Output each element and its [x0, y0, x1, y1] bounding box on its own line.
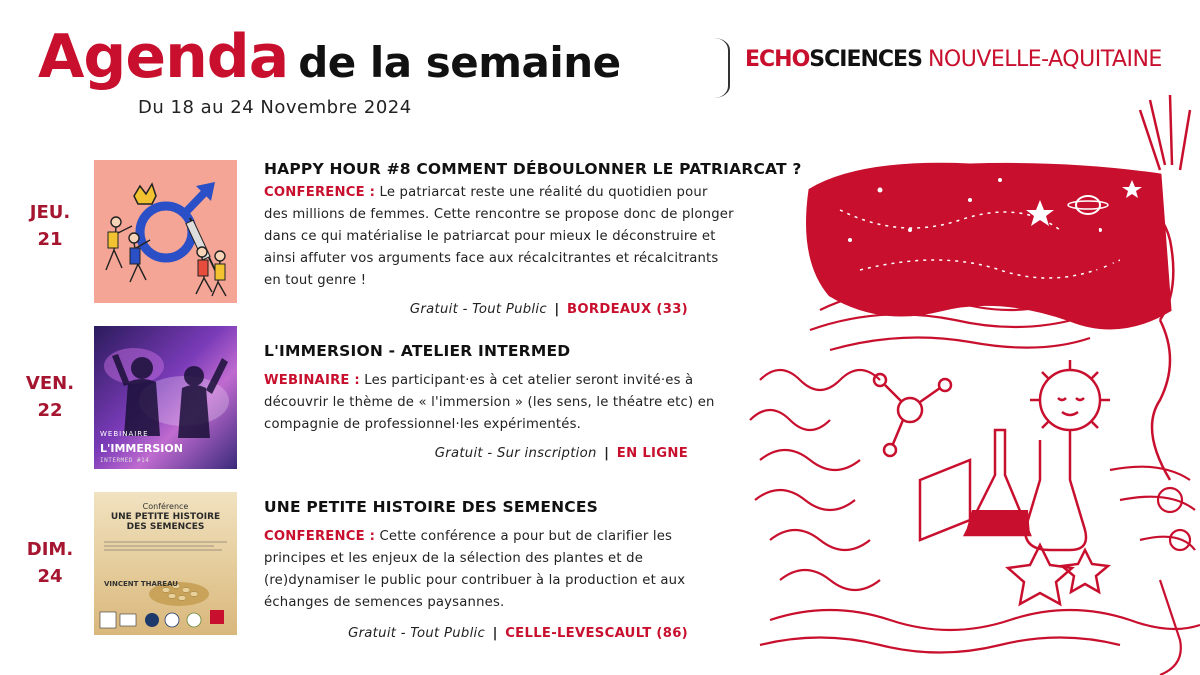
thumb-speaker: VINCENT THAREAU: [104, 580, 178, 588]
event-title[interactable]: UNE PETITE HISTOIRE DES SEMENCES: [264, 498, 599, 516]
thumb-title: L'IMMERSION: [100, 442, 183, 455]
event-thumbnail-immersion[interactable]: [94, 326, 237, 469]
thumb-tag: WEBINAIRE: [100, 430, 149, 438]
date-range: Du 18 au 24 Novembre 2024: [138, 97, 412, 118]
thumb-title: UNE PETITE HISTOIRE DES SEMENCES: [110, 512, 221, 532]
event-description-text: Le patriarcat reste une réalité du quotidien pour des millions de femmes. Cette rencontre se propose donc de plonger dans ce qui matérialise le patriarcat pour mieux le déconstruire et ainsi affuter vos arguments face aux récalcitrantes et récalcitrants en tout genre !: [264, 185, 734, 288]
event-price: Gratuit - Sur inscription: [434, 446, 597, 461]
event-date: 21: [37, 229, 63, 250]
event-weekday: VEN.: [25, 373, 75, 394]
brand-region: NOUVELLE-AQUITAINE: [927, 47, 1162, 72]
meta-separator: |: [492, 626, 498, 641]
page-title: [38, 22, 621, 92]
event-price: Gratuit - Tout Public: [409, 302, 547, 317]
event-description: [264, 370, 734, 436]
event-description-text: Les participant·es à cet atelier seront invité·es à découvrir le thème de « l'immersion » (les sens, le théatre etc) en compagnie de professionnel·les expérimentés.: [264, 373, 715, 432]
event-day: [20, 536, 80, 590]
event-card-semences[interactable]: [0, 492, 800, 652]
brand-sciences: SCIENCES: [809, 47, 922, 72]
thumb-kicker: Conférence: [142, 502, 189, 511]
event-price: Gratuit - Tout Public: [348, 626, 486, 641]
event-card-patriarcat[interactable]: [0, 158, 800, 318]
event-description: [264, 182, 734, 292]
event-title[interactable]: HAPPY HOUR #8 COMMENT DÉBOULONNER LE PATRIARCAT ?: [264, 160, 802, 178]
title-highlight: Agenda: [38, 22, 289, 92]
event-description: [264, 526, 734, 614]
brand-echo: ECHO: [745, 47, 810, 72]
event-title[interactable]: L'IMMERSION - ATELIER INTERMED: [264, 342, 571, 360]
echosciences-logo[interactable]: [745, 47, 1162, 72]
thumb-sub: INTERMED #14: [100, 457, 150, 464]
event-thumbnail-semences[interactable]: [94, 492, 237, 635]
event-thumbnail-patriarcat[interactable]: [94, 160, 237, 303]
meta-separator: |: [554, 302, 560, 317]
event-meta: [410, 302, 688, 317]
event-day: [20, 370, 80, 424]
event-weekday: JEU.: [29, 202, 71, 223]
event-meta: [348, 626, 688, 641]
meta-separator: |: [604, 446, 610, 461]
event-type: CONFERENCE :: [264, 185, 376, 200]
event-date: 24: [37, 566, 63, 587]
science-dream-illustration: [740, 80, 1200, 675]
patriarcat-illustration: [94, 160, 237, 303]
brand-bracket-decoration: [714, 38, 730, 98]
event-location: CELLE-LEVESCAULT (86): [505, 626, 688, 641]
event-description-text: Cette conférence a pour but de clarifier les principes et les enjeux de la sélection des plantes et de (re)dynamiser le public pour contribuer à la production et aux échanges de semences paysannes.: [264, 529, 686, 610]
title-rest: de la semaine: [298, 38, 621, 87]
event-date: 22: [37, 400, 63, 421]
event-type: CONFERENCE :: [264, 529, 376, 544]
event-location: BORDEAUX (33): [567, 302, 688, 317]
event-card-immersion[interactable]: [0, 326, 800, 476]
event-meta: [435, 446, 688, 461]
event-day: [20, 199, 80, 253]
event-type: WEBINAIRE :: [264, 373, 360, 388]
event-location: EN LIGNE: [616, 446, 688, 461]
event-weekday: DIM.: [26, 539, 74, 560]
